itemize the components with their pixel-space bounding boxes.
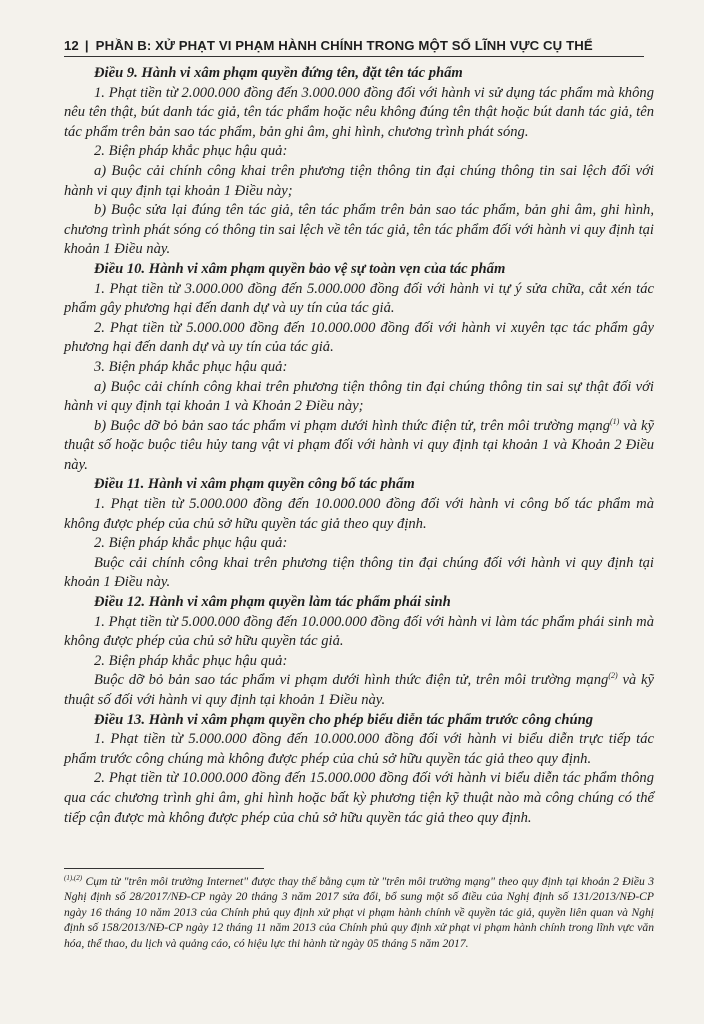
page-number: 12 — [64, 37, 79, 53]
article-11-clause-2: 2. Biện pháp khắc phục hậu quả: — [94, 535, 288, 552]
article-9-title: Điều 9. Hành vi xâm phạm quyền đứng tên, đặt tên tác phẩm — [94, 65, 463, 81]
article-12-clause-1: 1. Phạt tiền từ 5.000.000 đồng đến 10.000.000 đồng đối với hành vi làm tác phẩm phái sinh mà không được phép của chủ sở hữu quyền tác giả. — [64, 613, 654, 650]
article-13-clause-2: 2. Phạt tiền từ 10.000.000 đồng đến 15.000.000 đồng đối với hành vi biểu diễn tác phẩm thông qua các chương trình ghi âm, ghi hình hoặc bất kỳ phương tiện kỹ thuật nào mà công chúng có thể tiếp cận được mà không được phép của chủ sở hữu quyền tác giả theo quy định. — [64, 770, 654, 826]
article-12-remedy-part1: Buộc dỡ bỏ bản sao tác phẩm vi phạm dưới hình thức điện tử, trên môi trường mạng — [94, 672, 609, 689]
footnote-text: Cụm từ "trên môi trường Internet" được thay thế bằng cụm từ "trên môi trường mạng" theo quy định tại khoản 2 Điều 3 Nghị định số 28/2017/NĐ-CP ngày 20 tháng 3 năm 2017 sửa đổi, bổ sung một số điều của Nghị định số 131/2013/NĐ-CP ngày 16 tháng 10 năm 2013 của Chính phủ quy định xử phạt vi phạm hành chính về quyền tác giả, quyền liên quan và Nghị định số 158/2013/NĐ-CP ngày 12 tháng 11 năm 2013 của Chính phủ quy định xử phạt vi phạm hành chính trong lĩnh vực văn hóa, thể thao, du lịch và quảng cáo, có hiệu lực thi hành từ ngày 05 tháng 5 năm 2017. — [64, 875, 654, 950]
header-separator: | — [84, 37, 89, 53]
article-12-remedy — [64, 671, 654, 710]
article-12-clause-2: 2. Biện pháp khắc phục hậu quả: — [94, 652, 288, 669]
article-13-clause-1: 1. Phạt tiền từ 5.000.000 đồng đến 10.000.000 đồng đối với hành vi biểu diễn trực tiếp tác phẩm trước công chúng mà không được phép của chủ sở hữu quyền tác giả theo quy định. — [64, 731, 654, 767]
article-10-title: Điều 10. Hành vi xâm phạm quyền bảo vệ sự toàn vẹn của tác phẩm — [94, 260, 506, 277]
article-11-title: Điều 11. Hành vi xâm phạm quyền công bố tác phẩm — [94, 476, 415, 493]
article-9-point-b: b) Buộc sửa lại đúng tên tác giả, tên tác phẩm trên bản sao tác phẩm, bản ghi âm, ghi hình, chương trình phát sóng có thông tin sai lệch về tên tác giả, tên tác phẩm đối với hành vi quy định tại khoản 1 Điều này. — [64, 202, 654, 258]
main-content — [64, 64, 654, 828]
article-13-title: Điều 13. Hành vi xâm phạm quyền cho phép biểu diễn tác phẩm trước công chúng — [94, 711, 594, 728]
article-9-clause-2: 2. Biện pháp khắc phục hậu quả: — [94, 143, 288, 160]
article-10-clause-3: 3. Biện pháp khắc phục hậu quả: — [94, 358, 288, 375]
article-10-point-a: a) Buộc cải chính công khai trên phương tiện thông tin đại chúng thông tin sai sự thật đối với hành vi quy định tại khoản 1 và Khoản 2 Điều này; — [64, 378, 654, 415]
article-9-clause-1: 1. Phạt tiền từ 2.000.000 đồng đến 3.000.000 đồng đối với hành vi sử dụng tác phẩm mà không nêu tên thật, bút danh tác giả, tên tác phẩm hoặc nêu không đúng tên thật hoặc bút danh tác giả, tên tác phẩm trên bản sao tác phẩm, bản ghi âm, ghi hình, chương trình phát sóng. — [64, 84, 654, 140]
article-9-point-a: a) Buộc cải chính công khai trên phương tiện thông tin đại chúng thông tin sai lệch đối với hành vi quy định tại khoản 1 Điều này; — [64, 162, 654, 199]
article-10-clause-2: 2. Phạt tiền từ 5.000.000 đồng đến 10.000.000 đồng đối với hành vi xuyên tạc tác phẩm gây phương hại đến danh dự và uy tín của tác giả. — [64, 319, 654, 356]
article-10-point-b-part1: b) Buộc dỡ bỏ bản sao tác phẩm vi phạm dưới hình thức điện tử, trên môi trường mạng — [94, 417, 611, 434]
page-header — [64, 34, 644, 57]
header-title: PHẦN B: XỬ PHẠT VI PHẠM HÀNH CHÍNH TRONG MỘT SỐ LĨNH VỰC CỤ THỂ — [95, 37, 593, 53]
footnote-ref-1: (1) — [610, 416, 620, 426]
article-11-clause-1: 1. Phạt tiền từ 5.000.000 đồng đến 10.000.000 đồng đối với hành vi công bố tác phẩm mà không được phép của chủ sở hữu quyền tác giả theo quy định. — [64, 496, 654, 532]
article-12-title: Điều 12. Hành vi xâm phạm quyền làm tác phẩm phái sinh — [94, 594, 451, 611]
article-12-remedy-part2: và kỹ thuật số đối với hành vi quy định tại khoản 1 Điều này. — [64, 672, 654, 708]
footnote-ref-2: (2) — [608, 671, 618, 681]
footnote-marker: (1),(2) — [64, 874, 83, 883]
article-10-point-b — [64, 417, 654, 476]
article-10-clause-1: 1. Phạt tiền từ 3.000.000 đồng đến 5.000.000 đồng đối với hành vi tự ý sửa chữa, cắt xén tác phẩm gây phương hại đến danh dự và uy tín của tác giả. — [64, 280, 654, 317]
footnote — [64, 874, 654, 951]
article-10-point-b-part2: và kỹ thuật số hoặc buộc tiêu hủy tang vật vi phạm đối với hành vi quy định tại khoản 1 và Khoản 2 Điều này. — [64, 417, 654, 473]
footnote-divider — [64, 868, 264, 869]
article-11-remedy: Buộc cải chính công khai trên phương tiện thông tin đại chúng đối với hành vi quy định tại khoản 1 Điều này. — [64, 554, 654, 591]
